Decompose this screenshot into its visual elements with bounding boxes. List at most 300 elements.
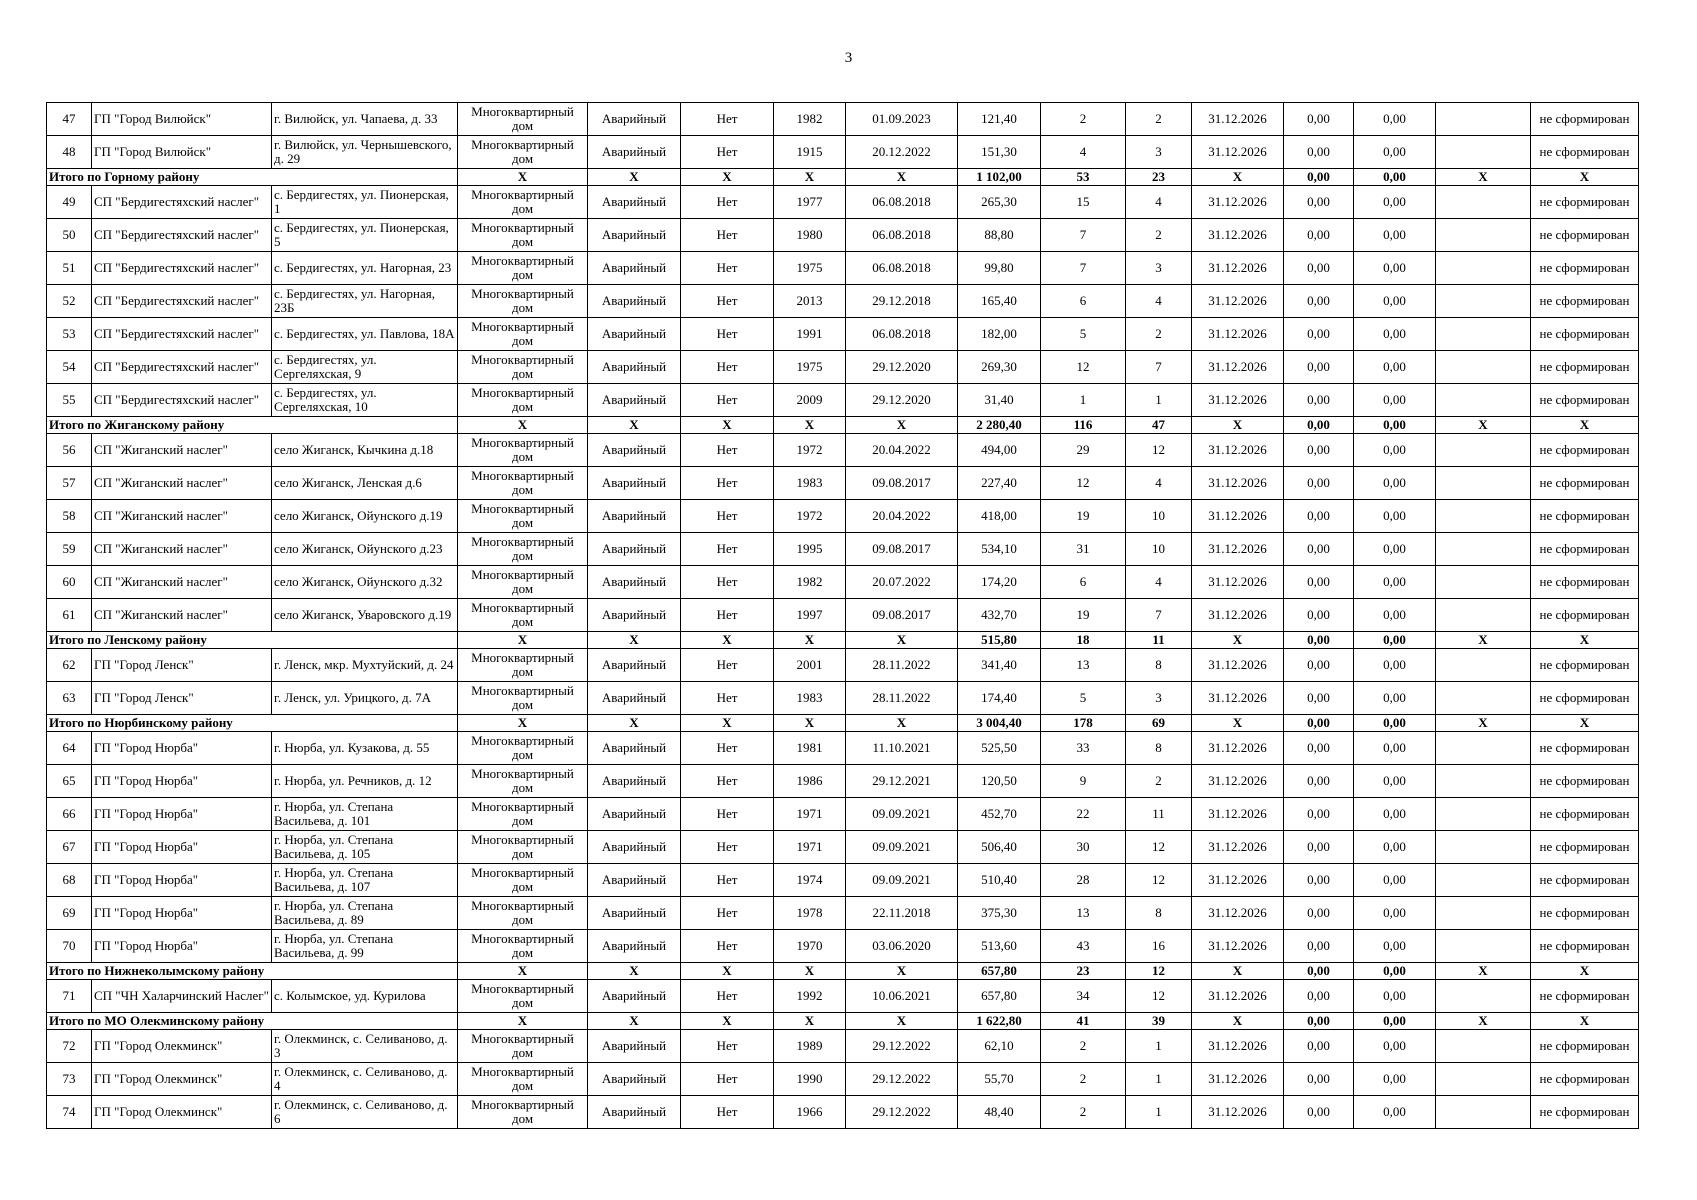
cell-residents-count: 2 (1041, 1096, 1126, 1129)
cell-recognition-date: 29.12.2021 (846, 765, 958, 798)
cell-deadline: 31.12.2026 (1192, 219, 1284, 252)
cell-apartments-count: 12 (1126, 434, 1192, 467)
cell-municipality: СП "Бердигестяхский наслег" (92, 285, 272, 318)
subtotal-n1: 41 (1041, 1013, 1126, 1030)
subtotal-row (47, 963, 1639, 980)
subtotal-result: X (1531, 1013, 1639, 1030)
cell-address: г. Ленск, мкр. Мухтуйский, д. 24 (272, 649, 458, 682)
cell-result: не сформирован (1531, 831, 1639, 864)
cell-area: 121,40 (958, 103, 1041, 136)
subtotal-s1: 0,00 (1284, 417, 1354, 434)
cell-building-type: Многоквартирный дом (458, 732, 588, 765)
table-row (47, 533, 1639, 566)
cell-extra (1436, 136, 1531, 169)
cell-municipality: ГП "Город Ленск" (92, 649, 272, 682)
cell-row-number: 53 (47, 318, 92, 351)
cell-building-type: Многоквартирный дом (458, 864, 588, 897)
cell-deadline: 31.12.2026 (1192, 930, 1284, 963)
cell-build-year: 1975 (774, 351, 846, 384)
cell-building-status: Аварийный (588, 103, 681, 136)
cell-extra (1436, 186, 1531, 219)
cell-address: г. Нюрба, ул. Кузакова, д. 55 (272, 732, 458, 765)
cell-municipality: СП "Жиганский наслег" (92, 533, 272, 566)
subtotal-row (47, 1013, 1639, 1030)
cell-municipality: СП "Жиганский наслег" (92, 500, 272, 533)
cell-area: 48,40 (958, 1096, 1041, 1129)
cell-sum-2: 0,00 (1354, 897, 1436, 930)
cell-build-year: 1966 (774, 1096, 846, 1129)
subtotal-result: X (1531, 963, 1639, 980)
cell-sum-1: 0,00 (1284, 434, 1354, 467)
cell-residents-count: 31 (1041, 533, 1126, 566)
subtotal-n1: 18 (1041, 632, 1126, 649)
cell-flag: Нет (681, 533, 774, 566)
cell-residents-count: 5 (1041, 682, 1126, 715)
cell-row-number: 72 (47, 1030, 92, 1063)
cell-building-type: Многоквартирный дом (458, 384, 588, 417)
cell-address: г. Вилюйск, ул. Чапаева, д. 33 (272, 103, 458, 136)
subtotal-s1: 0,00 (1284, 632, 1354, 649)
cell-row-number: 64 (47, 732, 92, 765)
cell-apartments-count: 3 (1126, 252, 1192, 285)
cell-deadline: 31.12.2026 (1192, 1030, 1284, 1063)
cell-flag: Нет (681, 186, 774, 219)
table-row (47, 467, 1639, 500)
cell-address: с. Бердигестях, ул. Сергеляхская, 10 (272, 384, 458, 417)
cell-residents-count: 33 (1041, 732, 1126, 765)
cell-apartments-count: 1 (1126, 1063, 1192, 1096)
cell-building-type: Многоквартирный дом (458, 1030, 588, 1063)
cell-deadline: 31.12.2026 (1192, 1096, 1284, 1129)
table-row (47, 930, 1639, 963)
cell-build-year: 1997 (774, 599, 846, 632)
cell-build-year: 1978 (774, 897, 846, 930)
cell-sum-1: 0,00 (1284, 136, 1354, 169)
cell-row-number: 55 (47, 384, 92, 417)
subtotal-row (47, 632, 1639, 649)
cell-building-type: Многоквартирный дом (458, 351, 588, 384)
cell-result: не сформирован (1531, 1063, 1639, 1096)
cell-address: село Жиганск, Кычкина д.18 (272, 434, 458, 467)
cell-municipality: ГП "Город Ленск" (92, 682, 272, 715)
cell-municipality: ГП "Город Нюрба" (92, 897, 272, 930)
cell-municipality: СП "Бердигестяхский наслег" (92, 318, 272, 351)
cell-residents-count: 28 (1041, 864, 1126, 897)
cell-area: 341,40 (958, 649, 1041, 682)
cell-building-status: Аварийный (588, 1063, 681, 1096)
cell-apartments-count: 4 (1126, 285, 1192, 318)
cell-row-number: 68 (47, 864, 92, 897)
subtotal-date: X (846, 632, 958, 649)
cell-area: 269,30 (958, 351, 1041, 384)
cell-recognition-date: 06.08.2018 (846, 252, 958, 285)
subtotal-result: X (1531, 715, 1639, 732)
cell-apartments-count: 8 (1126, 649, 1192, 682)
subtotal-year: X (774, 1013, 846, 1030)
cell-recognition-date: 29.12.2022 (846, 1096, 958, 1129)
cell-address: село Жиганск, Ойунского д.23 (272, 533, 458, 566)
cell-apartments-count: 16 (1126, 930, 1192, 963)
cell-building-status: Аварийный (588, 980, 681, 1013)
cell-recognition-date: 10.06.2021 (846, 980, 958, 1013)
cell-build-year: 1982 (774, 566, 846, 599)
cell-result: не сформирован (1531, 798, 1639, 831)
cell-deadline: 31.12.2026 (1192, 384, 1284, 417)
cell-building-type: Многоквартирный дом (458, 930, 588, 963)
cell-result: не сформирован (1531, 434, 1639, 467)
cell-municipality: СП "Жиганский наслег" (92, 434, 272, 467)
cell-row-number: 70 (47, 930, 92, 963)
cell-recognition-date: 09.08.2017 (846, 599, 958, 632)
cell-sum-2: 0,00 (1354, 980, 1436, 1013)
cell-deadline: 31.12.2026 (1192, 252, 1284, 285)
cell-row-number: 69 (47, 897, 92, 930)
cell-address: г. Олекминск, с. Селиваново, д. 3 (272, 1030, 458, 1063)
cell-sum-2: 0,00 (1354, 136, 1436, 169)
cell-building-type: Многоквартирный дом (458, 1096, 588, 1129)
cell-residents-count: 2 (1041, 103, 1126, 136)
cell-recognition-date: 09.08.2017 (846, 533, 958, 566)
cell-build-year: 2001 (774, 649, 846, 682)
cell-residents-count: 9 (1041, 765, 1126, 798)
cell-result: не сформирован (1531, 1030, 1639, 1063)
cell-deadline: 31.12.2026 (1192, 351, 1284, 384)
cell-build-year: 1971 (774, 798, 846, 831)
table-row (47, 1063, 1639, 1096)
cell-extra (1436, 566, 1531, 599)
cell-building-status: Аварийный (588, 434, 681, 467)
cell-building-status: Аварийный (588, 318, 681, 351)
subtotal-s2: 0,00 (1354, 715, 1436, 732)
cell-address: г. Олекминск, с. Селиваново, д. 4 (272, 1063, 458, 1096)
cell-municipality: СП "Бердигестяхский наслег" (92, 384, 272, 417)
subtotal-s1: 0,00 (1284, 963, 1354, 980)
subtotal-s1: 0,00 (1284, 715, 1354, 732)
cell-result: не сформирован (1531, 219, 1639, 252)
housing-register-table (46, 102, 1639, 1129)
cell-municipality: СП "ЧН Халарчинский Наслег" (92, 980, 272, 1013)
cell-flag: Нет (681, 285, 774, 318)
cell-deadline: 31.12.2026 (1192, 599, 1284, 632)
subtotal-extra: X (1436, 632, 1531, 649)
cell-result: не сформирован (1531, 864, 1639, 897)
subtotal-year: X (774, 169, 846, 186)
cell-address: с. Бердигестях, ул. Пионерская, 5 (272, 219, 458, 252)
cell-extra (1436, 533, 1531, 566)
cell-municipality: СП "Бердигестяхский наслег" (92, 252, 272, 285)
cell-apartments-count: 10 (1126, 533, 1192, 566)
cell-building-status: Аварийный (588, 533, 681, 566)
cell-flag: Нет (681, 1096, 774, 1129)
cell-sum-2: 0,00 (1354, 285, 1436, 318)
subtotal-extra: X (1436, 963, 1531, 980)
cell-row-number: 57 (47, 467, 92, 500)
cell-result: не сформирован (1531, 467, 1639, 500)
subtotal-s2: 0,00 (1354, 169, 1436, 186)
cell-deadline: 31.12.2026 (1192, 533, 1284, 566)
cell-building-type: Многоквартирный дом (458, 682, 588, 715)
cell-building-type: Многоквартирный дом (458, 318, 588, 351)
cell-building-type: Многоквартирный дом (458, 649, 588, 682)
subtotal-result: X (1531, 169, 1639, 186)
cell-address: с. Колымское, уд. Курилова (272, 980, 458, 1013)
cell-sum-1: 0,00 (1284, 103, 1354, 136)
table-row (47, 765, 1639, 798)
cell-residents-count: 22 (1041, 798, 1126, 831)
cell-flag: Нет (681, 980, 774, 1013)
cell-deadline: 31.12.2026 (1192, 500, 1284, 533)
subtotal-area: 1 622,80 (958, 1013, 1041, 1030)
cell-building-status: Аварийный (588, 682, 681, 715)
subtotal-area: 3 004,40 (958, 715, 1041, 732)
cell-sum-1: 0,00 (1284, 1063, 1354, 1096)
cell-extra (1436, 831, 1531, 864)
cell-extra (1436, 765, 1531, 798)
cell-recognition-date: 29.12.2018 (846, 285, 958, 318)
subtotal-date: X (846, 417, 958, 434)
cell-residents-count: 7 (1041, 219, 1126, 252)
cell-recognition-date: 01.09.2023 (846, 103, 958, 136)
cell-building-status: Аварийный (588, 500, 681, 533)
cell-row-number: 73 (47, 1063, 92, 1096)
subtotal-date: X (846, 715, 958, 732)
subtotal-year: X (774, 715, 846, 732)
cell-build-year: 1974 (774, 864, 846, 897)
cell-building-type: Многоквартирный дом (458, 599, 588, 632)
cell-building-status: Аварийный (588, 765, 681, 798)
cell-row-number: 74 (47, 1096, 92, 1129)
subtotal-n2: 47 (1126, 417, 1192, 434)
cell-area: 227,40 (958, 467, 1041, 500)
cell-sum-1: 0,00 (1284, 765, 1354, 798)
cell-row-number: 49 (47, 186, 92, 219)
cell-result: не сформирован (1531, 186, 1639, 219)
subtotal-kind: X (458, 1013, 588, 1030)
cell-recognition-date: 03.06.2020 (846, 930, 958, 963)
cell-flag: Нет (681, 566, 774, 599)
cell-residents-count: 2 (1041, 1063, 1126, 1096)
cell-sum-1: 0,00 (1284, 285, 1354, 318)
subtotal-kind: X (458, 169, 588, 186)
cell-area: 55,70 (958, 1063, 1041, 1096)
subtotal-label: Итого по Горному району (47, 169, 458, 186)
cell-deadline: 31.12.2026 (1192, 1063, 1284, 1096)
cell-municipality: ГП "Город Нюрба" (92, 732, 272, 765)
cell-row-number: 60 (47, 566, 92, 599)
cell-residents-count: 13 (1041, 649, 1126, 682)
cell-sum-2: 0,00 (1354, 732, 1436, 765)
cell-flag: Нет (681, 599, 774, 632)
cell-apartments-count: 4 (1126, 186, 1192, 219)
cell-building-status: Аварийный (588, 649, 681, 682)
cell-building-status: Аварийный (588, 285, 681, 318)
cell-building-status: Аварийный (588, 566, 681, 599)
cell-building-status: Аварийный (588, 897, 681, 930)
cell-address: с. Бердигестях, ул. Пионерская, 1 (272, 186, 458, 219)
subtotal-deadline: X (1192, 715, 1284, 732)
cell-building-type: Многоквартирный дом (458, 798, 588, 831)
cell-area: 534,10 (958, 533, 1041, 566)
cell-sum-2: 0,00 (1354, 682, 1436, 715)
cell-residents-count: 30 (1041, 831, 1126, 864)
cell-residents-count: 1 (1041, 384, 1126, 417)
cell-build-year: 2009 (774, 384, 846, 417)
cell-area: 99,80 (958, 252, 1041, 285)
cell-apartments-count: 1 (1126, 384, 1192, 417)
cell-deadline: 31.12.2026 (1192, 467, 1284, 500)
cell-address: г. Нюрба, ул. Степана Васильева, д. 99 (272, 930, 458, 963)
cell-building-status: Аварийный (588, 798, 681, 831)
cell-apartments-count: 3 (1126, 136, 1192, 169)
cell-build-year: 1971 (774, 831, 846, 864)
subtotal-s2: 0,00 (1354, 417, 1436, 434)
cell-sum-2: 0,00 (1354, 252, 1436, 285)
cell-apartments-count: 2 (1126, 219, 1192, 252)
cell-flag: Нет (681, 732, 774, 765)
table-row (47, 219, 1639, 252)
cell-row-number: 48 (47, 136, 92, 169)
cell-apartments-count: 2 (1126, 765, 1192, 798)
cell-recognition-date: 20.12.2022 (846, 136, 958, 169)
table-row (47, 1096, 1639, 1129)
subtotal-n2: 23 (1126, 169, 1192, 186)
cell-recognition-date: 28.11.2022 (846, 649, 958, 682)
subtotal-status: X (588, 417, 681, 434)
cell-flag: Нет (681, 897, 774, 930)
subtotal-date: X (846, 169, 958, 186)
cell-deadline: 31.12.2026 (1192, 566, 1284, 599)
cell-municipality: СП "Бердигестяхский наслег" (92, 219, 272, 252)
cell-flag: Нет (681, 252, 774, 285)
cell-recognition-date: 29.12.2020 (846, 384, 958, 417)
table-row (47, 1030, 1639, 1063)
cell-extra (1436, 897, 1531, 930)
cell-row-number: 52 (47, 285, 92, 318)
cell-extra (1436, 1096, 1531, 1129)
cell-sum-2: 0,00 (1354, 765, 1436, 798)
table-row (47, 649, 1639, 682)
subtotal-n1: 116 (1041, 417, 1126, 434)
table-row (47, 136, 1639, 169)
cell-result: не сформирован (1531, 897, 1639, 930)
table-row (47, 798, 1639, 831)
cell-sum-2: 0,00 (1354, 533, 1436, 566)
subtotal-flag: X (681, 632, 774, 649)
cell-building-status: Аварийный (588, 864, 681, 897)
cell-extra (1436, 599, 1531, 632)
cell-building-status: Аварийный (588, 1030, 681, 1063)
cell-row-number: 65 (47, 765, 92, 798)
cell-recognition-date: 09.09.2021 (846, 864, 958, 897)
cell-municipality: СП "Бердигестяхский наслег" (92, 351, 272, 384)
cell-apartments-count: 12 (1126, 980, 1192, 1013)
subtotal-deadline: X (1192, 632, 1284, 649)
cell-address: село Жиганск, Ленская д.6 (272, 467, 458, 500)
table-row (47, 384, 1639, 417)
subtotal-n2: 39 (1126, 1013, 1192, 1030)
subtotal-label: Итого по Нюрбинскому району (47, 715, 458, 732)
cell-municipality: ГП "Город Нюрба" (92, 765, 272, 798)
cell-row-number: 50 (47, 219, 92, 252)
cell-residents-count: 15 (1041, 186, 1126, 219)
cell-recognition-date: 22.11.2018 (846, 897, 958, 930)
cell-sum-1: 0,00 (1284, 897, 1354, 930)
cell-sum-2: 0,00 (1354, 566, 1436, 599)
cell-flag: Нет (681, 384, 774, 417)
subtotal-status: X (588, 715, 681, 732)
cell-flag: Нет (681, 649, 774, 682)
subtotal-row (47, 169, 1639, 186)
cell-sum-1: 0,00 (1284, 186, 1354, 219)
cell-build-year: 1991 (774, 318, 846, 351)
cell-residents-count: 13 (1041, 897, 1126, 930)
cell-build-year: 1980 (774, 219, 846, 252)
cell-sum-2: 0,00 (1354, 831, 1436, 864)
cell-flag: Нет (681, 136, 774, 169)
cell-flag: Нет (681, 500, 774, 533)
cell-sum-2: 0,00 (1354, 467, 1436, 500)
table-row (47, 318, 1639, 351)
cell-building-type: Многоквартирный дом (458, 566, 588, 599)
cell-building-type: Многоквартирный дом (458, 285, 588, 318)
table-row (47, 831, 1639, 864)
cell-apartments-count: 10 (1126, 500, 1192, 533)
cell-sum-2: 0,00 (1354, 930, 1436, 963)
cell-extra (1436, 467, 1531, 500)
cell-sum-1: 0,00 (1284, 252, 1354, 285)
table-row (47, 732, 1639, 765)
cell-area: 174,20 (958, 566, 1041, 599)
subtotal-n1: 23 (1041, 963, 1126, 980)
subtotal-s2: 0,00 (1354, 632, 1436, 649)
subtotal-date: X (846, 963, 958, 980)
cell-area: 452,70 (958, 798, 1041, 831)
cell-extra (1436, 285, 1531, 318)
cell-deadline: 31.12.2026 (1192, 649, 1284, 682)
cell-area: 265,30 (958, 186, 1041, 219)
cell-extra (1436, 930, 1531, 963)
table-row (47, 285, 1639, 318)
cell-sum-2: 0,00 (1354, 1030, 1436, 1063)
cell-address: с. Бердигестях, ул. Нагорная, 23Б (272, 285, 458, 318)
cell-build-year: 1972 (774, 434, 846, 467)
cell-recognition-date: 11.10.2021 (846, 732, 958, 765)
cell-flag: Нет (681, 318, 774, 351)
cell-result: не сформирован (1531, 136, 1639, 169)
cell-area: 182,00 (958, 318, 1041, 351)
cell-building-type: Многоквартирный дом (458, 136, 588, 169)
cell-build-year: 1970 (774, 930, 846, 963)
cell-residents-count: 19 (1041, 599, 1126, 632)
subtotal-flag: X (681, 169, 774, 186)
cell-area: 174,40 (958, 682, 1041, 715)
cell-address: г. Олекминск, с. Селиваново, д. 6 (272, 1096, 458, 1129)
cell-build-year: 1972 (774, 500, 846, 533)
cell-address: г. Ленск, ул. Урицкого, д. 7А (272, 682, 458, 715)
cell-row-number: 54 (47, 351, 92, 384)
cell-building-type: Многоквартирный дом (458, 434, 588, 467)
cell-building-type: Многоквартирный дом (458, 533, 588, 566)
cell-building-status: Аварийный (588, 599, 681, 632)
cell-building-type: Многоквартирный дом (458, 897, 588, 930)
subtotal-n2: 11 (1126, 632, 1192, 649)
cell-municipality: ГП "Город Нюрба" (92, 930, 272, 963)
cell-residents-count: 6 (1041, 566, 1126, 599)
cell-deadline: 31.12.2026 (1192, 186, 1284, 219)
cell-result: не сформирован (1531, 599, 1639, 632)
cell-result: не сформирован (1531, 682, 1639, 715)
cell-recognition-date: 29.12.2022 (846, 1063, 958, 1096)
